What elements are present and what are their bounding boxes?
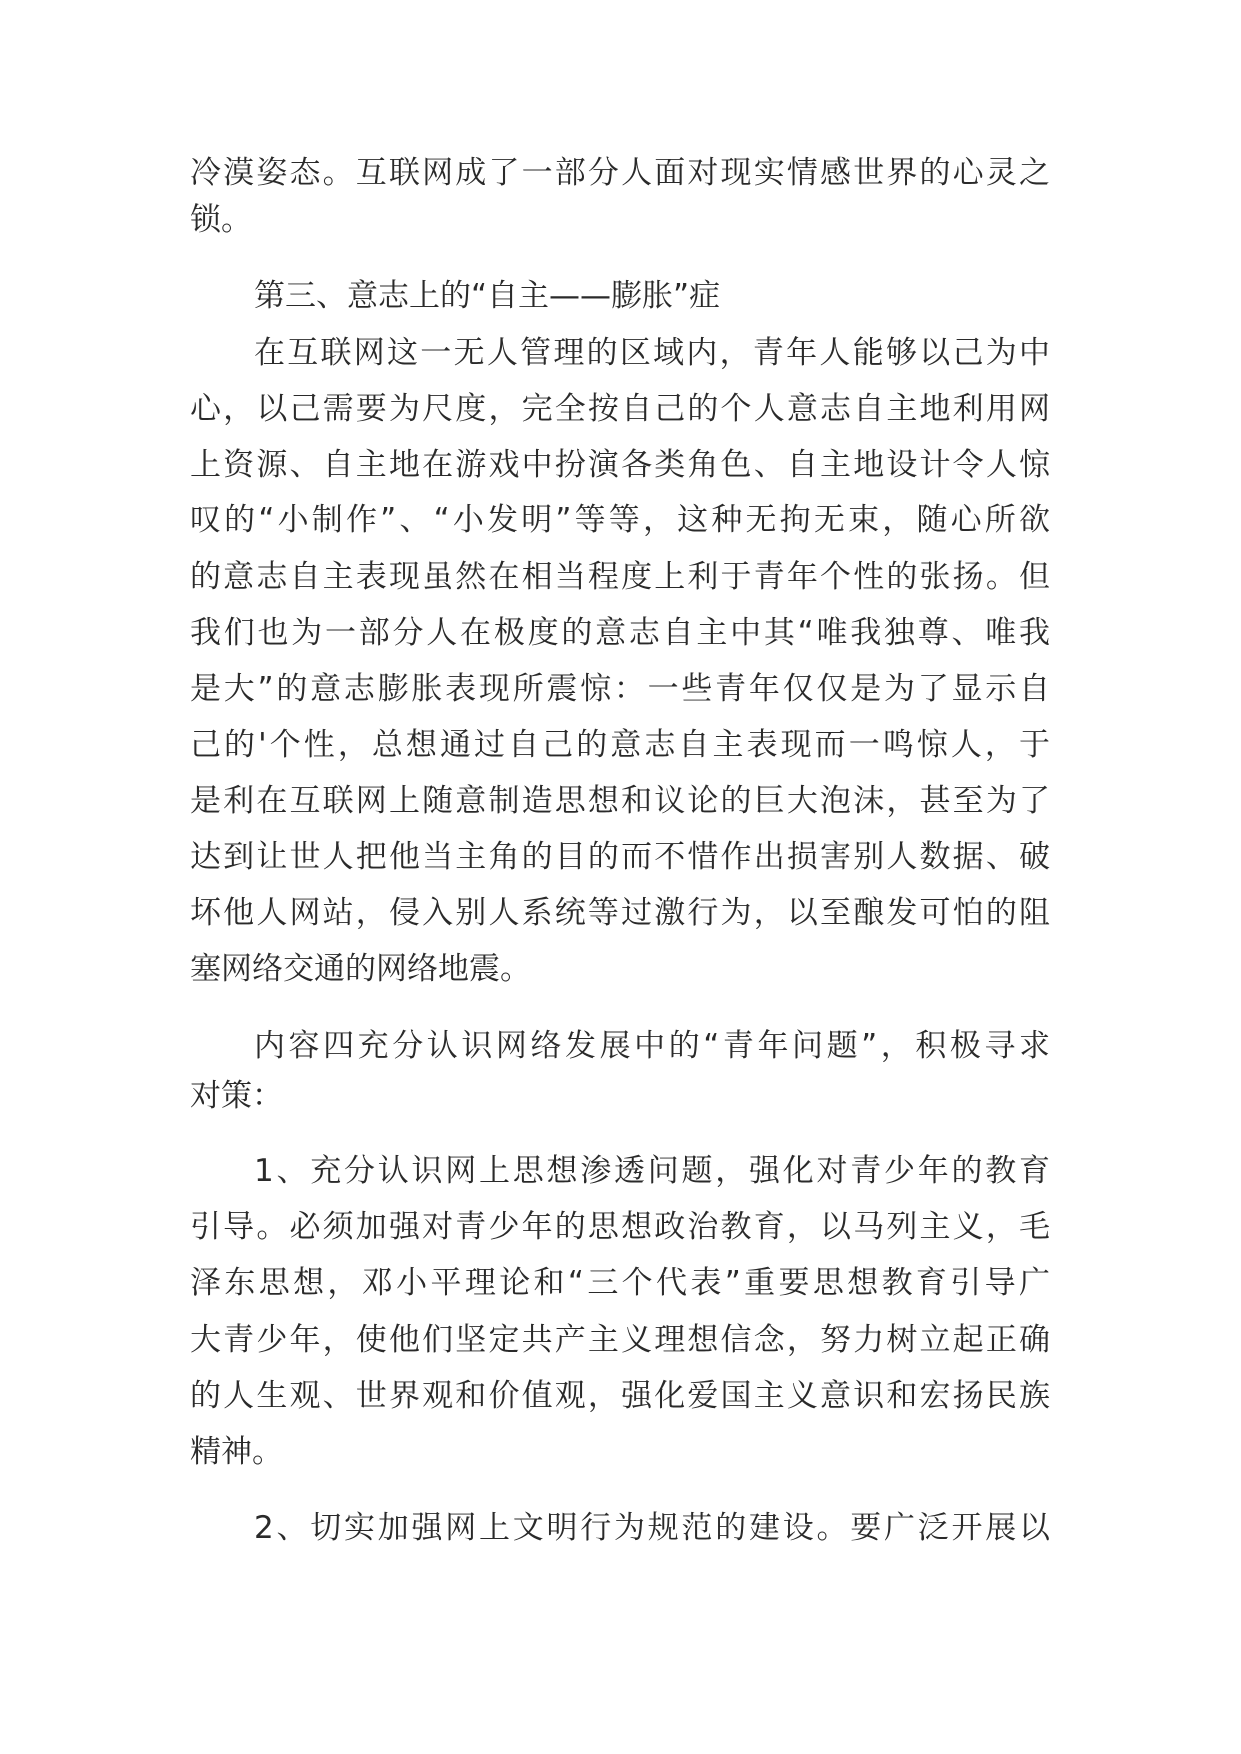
text-line: 的人生观、世界观和价值观，强化爱国主义意识和宏扬民族 — [190, 1378, 1050, 1414]
text-line: 心，以己需要为尺度，完全按自己的个人意志自主地利用网 — [190, 391, 1050, 427]
text-line: 精神。 — [190, 1434, 283, 1470]
text-line: 冷漠姿态。互联网成了一部分人面对现实情感世界的心灵之 — [190, 155, 1050, 191]
text-line: 锁。 — [190, 202, 252, 238]
text-line: 2、切实加强网上文明行为规范的建设。要广泛开展以 — [254, 1510, 1050, 1546]
text-line: 是大”的意志膨胀表现所震惊：一些青年仅仅是为了显示自 — [190, 671, 1050, 707]
text-line: 己的'个性，总想通过自己的意志自主表现而一鸣惊人，于 — [190, 727, 1050, 763]
text-line: 达到让世人把他当主角的目的而不惜作出损害别人数据、破 — [190, 839, 1050, 875]
text-line: 在互联网这一无人管理的区域内，青年人能够以己为中 — [254, 335, 1050, 371]
text-line: 1、充分认识网上思想渗透问题，强化对青少年的教育 — [254, 1153, 1050, 1189]
text-line: 泽东思想，邓小平理论和“三个代表”重要思想教育引导广 — [190, 1265, 1050, 1301]
text-line: 上资源、自主地在游戏中扮演各类角色、自主地设计令人惊 — [190, 447, 1050, 483]
text-line: 的意志自主表现虽然在相当程度上利于青年个性的张扬。但 — [190, 559, 1050, 595]
text-line: 坏他人网站，侵入别人系统等过激行为，以至酿发可怕的阻 — [190, 895, 1050, 931]
section-heading: 对策： — [190, 1078, 283, 1114]
text-line: 是利在互联网上随意制造思想和议论的巨大泡沫，甚至为了 — [190, 783, 1050, 819]
text-line: 我们也为一部分人在极度的意志自主中其“唯我独尊、唯我 — [190, 615, 1050, 651]
text-line: 塞网络交通的网络地震。 — [190, 951, 531, 987]
text-line: 引导。必须加强对青少年的思想政治教育，以马列主义，毛 — [190, 1209, 1050, 1245]
text-line: 叹的“小制作”、“小发明”等等，这种无拘无束，随心所欲 — [190, 502, 1050, 538]
section-heading: 内容四充分认识网络发展中的“青年问题”，积极寻求 — [254, 1028, 1050, 1064]
section-heading: 第三、意志上的“自主——膨胀”症 — [254, 278, 721, 314]
text-line: 大青少年，使他们坚定共产主义理想信念，努力树立起正确 — [190, 1322, 1050, 1358]
